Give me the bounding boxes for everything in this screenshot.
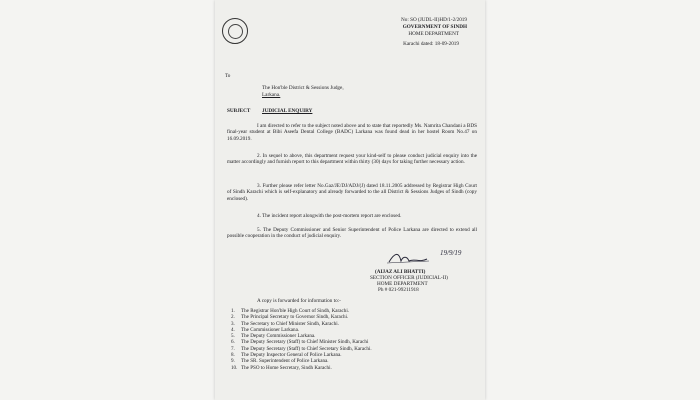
paragraph-text: The Deputy Commissioner and Senior Superintendent of Police Larkana are directed to extend all possible cooperation in the conduct of judicial enquiry. <box>227 227 478 240</box>
government-seal-icon <box>222 18 248 44</box>
letter-date: Karachi dated: 18-09-2019 <box>403 41 459 47</box>
addressee-line-1: The Hon'ble District & Sessions Judge, <box>262 85 344 91</box>
paragraph-number: 5. <box>257 227 261 233</box>
paragraph-number: 4. <box>257 213 261 219</box>
subject-value: JUDICIAL ENQUIRY <box>262 108 313 114</box>
signatory-title: SECTION OFFICER (JUDICIAL-II) <box>370 275 448 281</box>
paragraph-5 <box>227 227 477 240</box>
to-label: To <box>225 73 231 79</box>
paragraph-1: I am directed to refer to the subject noted above and to state that reportedly Ms. Namrita Chandani a BDS final-year student at Bibi Aseefa Dental College (BADC) Larkana was found dead in her hostel Room No.47 on 16.09.2019. <box>227 123 477 142</box>
list-item: 5. The Deputy Commissioner Larkana. <box>231 333 316 340</box>
list-item: 7. The Deputy Secretary (Staff) to Chief Secretary Sindh, Karachi. <box>231 345 372 352</box>
addressee-line-2: Larkana. <box>262 92 281 98</box>
signatory-name: (AIJAZ ALI BHATTI) <box>375 269 426 275</box>
list-item: 8. The Deputy Inspector General of Police Larkana. <box>231 352 342 359</box>
list-item: 3. The Secretary to Chief Minister Sindh, Karachi. <box>231 320 339 327</box>
paragraph-3 <box>227 183 477 202</box>
copy-forward-intro: A copy is forwarded for information to:- <box>257 298 341 304</box>
paragraph-4 <box>227 213 477 219</box>
subject-label: SUBJECT <box>227 108 251 114</box>
list-item: 9. The SR. Superintendent of Police Larkana. <box>231 358 329 365</box>
paragraph-number: 3. <box>257 183 261 189</box>
list-item: 1. The Registrar Hon'ble High Court of Sindh, Karachi. <box>231 308 350 314</box>
copy-recipients-list <box>231 308 476 371</box>
paragraph-number: 2. <box>257 153 261 159</box>
signatory-phone: Ph # 021-99211918 <box>378 287 419 293</box>
paragraph-text: The incident report alongwith the post-mortem report are enclosed. <box>262 213 402 219</box>
signatory-department: HOME DEPARTMENT <box>377 281 428 287</box>
list-item: 10. The PSO to Home Secretary, Sindh Karachi. <box>231 364 332 371</box>
paragraph-text: In sequel to above, this department request your kind-self to please conduct judicial enquiry into the matter accordingly and furnish report to this department within thirty (30) days for taking further necessary action. <box>227 153 478 166</box>
letter-page <box>215 0 485 400</box>
list-item: 6. The Deputy Secretary (Staff) to Chief Minister Sindh, Karachi <box>231 339 369 346</box>
list-item: 4. The Commissioner Larkana. <box>231 326 300 333</box>
signature-date-note: 19/9/19 <box>440 249 462 257</box>
paragraph-2 <box>227 153 477 166</box>
reference-number: No: SO (JUDL-II)HD/1-2/2019 <box>401 17 467 23</box>
department-name: HOME DEPARTMENT <box>408 31 459 37</box>
paragraph-text: Further please refer letter No.Gaz/JE/DJ/ADJ/(J) dated 18.11.2005 addressed by Registrar High Court of Sindh Karachi which is self-explanatory and already forwarded to the all District & Sessions Judges of Sindh (copy enclosed). <box>227 183 477 202</box>
government-name: GOVERNMENT OF SINDH <box>402 24 467 30</box>
list-item: 2. The Principal Secretary to Governor Sindh, Karachi. <box>231 314 349 321</box>
